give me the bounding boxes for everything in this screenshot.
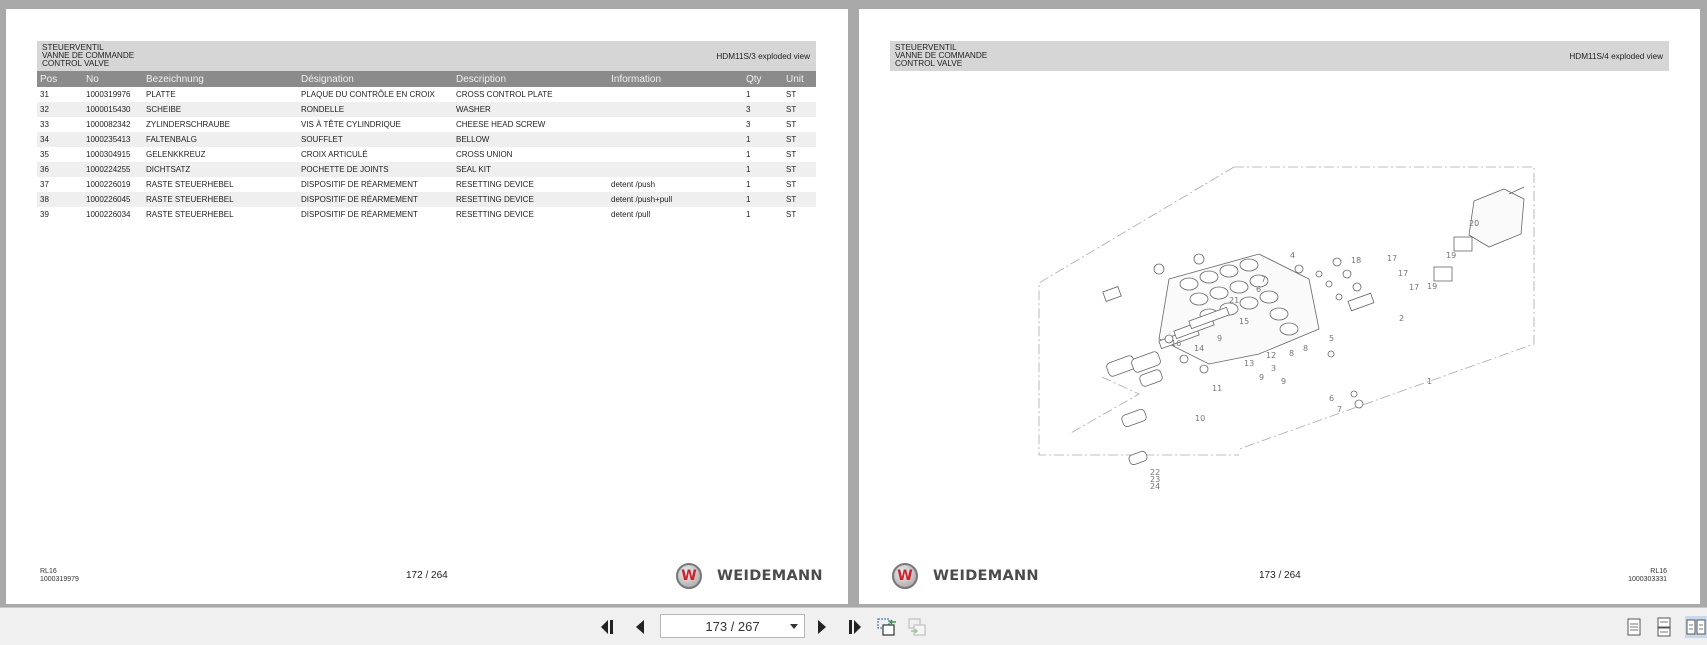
callout-3: 3 xyxy=(1271,364,1277,373)
callout-12: 12 xyxy=(1266,351,1277,360)
continuous-scroll-icon xyxy=(1656,617,1672,637)
cell-des: PLAQUE DU CONTRÔLE EN CROIX xyxy=(301,90,435,99)
col-description: Description xyxy=(453,71,608,87)
model-label: RL16 xyxy=(1650,568,1667,575)
cell-bez: FALTENBALG xyxy=(143,132,298,147)
chevron-down-icon[interactable] xyxy=(790,624,798,629)
weidemann-logo-icon: W xyxy=(676,563,702,589)
callout-4: 4 xyxy=(1290,251,1296,260)
cell-des: CROIX ARTICULÉ xyxy=(301,150,368,159)
doc-number: 1000303331 xyxy=(1628,576,1667,583)
cell-no: 1000226019 xyxy=(86,180,131,189)
title-en: CONTROL VALVE xyxy=(42,59,110,68)
cell-pos: 32 xyxy=(37,102,83,117)
table-row xyxy=(37,207,816,222)
cell-desc: CROSS CONTROL PLATE xyxy=(456,90,553,99)
callout-9b: 9 xyxy=(1259,373,1265,382)
cell-no: 1000226034 xyxy=(86,210,131,219)
callout-10: 10 xyxy=(1195,414,1206,423)
callout-19: 19 xyxy=(1446,251,1457,260)
callout-5: 5 xyxy=(1329,334,1335,343)
cell-desc: RESETTING DEVICE xyxy=(453,192,608,207)
weidemann-logo-icon: W xyxy=(892,563,918,589)
cell-pos: 39 xyxy=(40,210,49,219)
page-number-field[interactable] xyxy=(660,614,805,638)
page-172 xyxy=(6,9,848,604)
previous-page-button[interactable] xyxy=(629,617,651,637)
cell-unit: ST xyxy=(786,120,797,129)
cell-des: DISPOSITIF DE RÉARMEMENT xyxy=(301,180,418,189)
single-page-icon xyxy=(1626,618,1642,636)
document-id xyxy=(1628,568,1667,584)
weidemann-logo xyxy=(676,563,823,589)
cell-unit: ST xyxy=(786,180,797,189)
cell-bez: PLATTE xyxy=(146,90,176,99)
callout-11: 11 xyxy=(1212,384,1223,393)
facing-pages-view-button[interactable] xyxy=(1685,616,1707,638)
cell-bez: DICHTSATZ xyxy=(143,162,298,177)
table-row xyxy=(37,117,816,132)
cell-des: RONDELLE xyxy=(298,102,453,117)
page-header xyxy=(890,41,1669,71)
cell-bez: RASTE STEUERHEBEL xyxy=(146,180,234,189)
cell-desc: RESETTING DEVICE xyxy=(456,210,534,219)
cell-unit: ST xyxy=(786,150,797,159)
callout-13: 13 xyxy=(1244,359,1255,368)
cell-qty: 1 xyxy=(743,162,783,177)
cell-info xyxy=(608,132,743,147)
title-fr: VANNE DE COMMANDE xyxy=(895,51,988,60)
cell-qty: 3 xyxy=(746,120,751,129)
callout-22: 22 xyxy=(1150,468,1161,477)
cell-pos: 31 xyxy=(40,90,49,99)
callout-7: 7 xyxy=(1261,275,1267,284)
callout-19b: 19 xyxy=(1427,282,1438,291)
cell-bez: ZYLINDERSCHRAUBE xyxy=(146,120,231,129)
callout-6: 6 xyxy=(1256,285,1262,294)
cell-no: 1000224255 xyxy=(83,162,143,177)
page-173 xyxy=(859,9,1700,604)
cell-pos: 36 xyxy=(37,162,83,177)
cell-qty: 1 xyxy=(746,210,751,219)
cell-no: 1000319976 xyxy=(86,90,131,99)
table-row xyxy=(37,192,816,207)
table-row xyxy=(37,177,816,192)
cell-des: VIS À TÊTE CYLINDRIQUE xyxy=(301,120,401,129)
first-page-icon xyxy=(600,619,618,635)
model-label: RL16 xyxy=(40,568,57,575)
cell-info: detent /push xyxy=(611,180,656,189)
next-view-button[interactable] xyxy=(907,617,929,637)
prev-page-icon xyxy=(634,619,646,635)
cell-des: DISPOSITIF DE RÉARMEMENT xyxy=(298,192,453,207)
navigation-toolbar xyxy=(0,607,1707,645)
title-de: STEUERVENTIL xyxy=(42,43,104,52)
callout-9c: 9 xyxy=(1281,377,1287,386)
cell-unit: ST xyxy=(783,132,816,147)
cell-desc: BELLOW xyxy=(453,132,608,147)
cell-qty: 1 xyxy=(746,180,751,189)
callout-8b: 8 xyxy=(1303,344,1309,353)
page-number-value: 173 / 267 xyxy=(705,618,760,634)
cell-no: 1000235413 xyxy=(83,132,143,147)
col-pos: Pos xyxy=(37,71,83,87)
title-fr: VANNE DE COMMANDE xyxy=(42,51,135,60)
cell-info xyxy=(608,162,743,177)
cell-qty: 3 xyxy=(743,102,783,117)
cell-bez: SCHEIBE xyxy=(143,102,298,117)
callout-8: 8 xyxy=(1289,349,1295,358)
callout-24: 24 xyxy=(1150,482,1161,491)
cell-info xyxy=(608,117,743,132)
col-information: Information xyxy=(608,71,743,87)
cell-desc: CHEESE HEAD SCREW xyxy=(456,120,546,129)
next-view-icon xyxy=(907,617,929,637)
cell-no: 1000082342 xyxy=(86,120,131,129)
callout-9: 9 xyxy=(1217,334,1223,343)
cell-des: POCHETTE DE JOINTS xyxy=(298,162,453,177)
cell-no: 1000304915 xyxy=(86,150,131,159)
callout-15: 15 xyxy=(1239,317,1250,326)
cell-info xyxy=(608,87,743,102)
single-page-view-button[interactable] xyxy=(1623,616,1645,638)
col-designation: Désignation xyxy=(298,71,453,87)
callout-17: 17 xyxy=(1387,254,1398,263)
col-unit: Unit xyxy=(783,71,816,87)
first-page-button[interactable] xyxy=(598,617,620,637)
last-page-icon xyxy=(844,619,862,635)
previous-view-button[interactable] xyxy=(876,617,898,637)
cell-bez: RASTE STEUERHEBEL xyxy=(146,210,234,219)
cell-unit: ST xyxy=(786,210,797,219)
cell-info: detent /pull xyxy=(611,210,651,219)
view-label: HDM11S/3 exploded view xyxy=(716,52,810,61)
cell-bez: RASTE STEUERHEBEL xyxy=(143,192,298,207)
document-id xyxy=(40,568,79,584)
cell-qty: 1 xyxy=(746,90,751,99)
page-header xyxy=(37,41,816,71)
callout-17b: 17 xyxy=(1398,269,1409,278)
callout-20: 20 xyxy=(1469,219,1480,228)
table-row xyxy=(37,147,816,162)
cell-unit: ST xyxy=(783,102,816,117)
table-row xyxy=(37,162,816,177)
brand-wordmark: WEIDEMANN xyxy=(933,568,1039,584)
previous-view-icon xyxy=(876,617,898,637)
cell-info: detent /push+pull xyxy=(608,192,743,207)
cell-pos: 34 xyxy=(37,132,83,147)
control-valve-drawing xyxy=(1009,159,1569,499)
facing-pages-icon xyxy=(1686,618,1706,636)
brand-wordmark: WEIDEMANN xyxy=(717,568,823,584)
cell-qty: 1 xyxy=(746,150,751,159)
cell-bez: GELENKKREUZ xyxy=(146,150,206,159)
cell-info xyxy=(608,147,743,162)
cell-pos: 35 xyxy=(40,150,49,159)
cell-no: 1000226045 xyxy=(83,192,143,207)
table-header-row xyxy=(37,71,816,87)
cell-pos: 33 xyxy=(40,120,49,129)
cell-qty: 1 xyxy=(743,192,783,207)
cell-desc: CROSS UNION xyxy=(456,150,513,159)
callout-17c: 17 xyxy=(1409,283,1420,292)
callout-16: 16 xyxy=(1171,339,1182,348)
col-no: No xyxy=(83,71,143,87)
doc-number: 1000319979 xyxy=(40,576,79,583)
callout-23: 23 xyxy=(1150,475,1161,484)
callout-7b: 7 xyxy=(1337,405,1343,414)
callout-21: 21 xyxy=(1229,296,1240,305)
page-number: 173 / 264 xyxy=(1259,570,1301,581)
table-row xyxy=(37,102,816,117)
view-label: HDM11S/4 exploded view xyxy=(1569,52,1663,61)
table-row xyxy=(37,132,816,147)
cell-unit: ST xyxy=(786,90,797,99)
callout-14: 14 xyxy=(1194,344,1205,353)
cell-des: DISPOSITIF DE RÉARMEMENT xyxy=(301,210,418,219)
callout-6b: 6 xyxy=(1329,394,1335,403)
page-number: 172 / 264 xyxy=(406,570,448,581)
next-page-button[interactable] xyxy=(811,617,833,637)
cell-des: SOUFFLET xyxy=(298,132,453,147)
continuous-view-button[interactable] xyxy=(1653,616,1675,638)
cell-pos: 37 xyxy=(40,180,49,189)
callout-2: 2 xyxy=(1399,314,1405,323)
cell-info xyxy=(608,102,743,117)
last-page-button[interactable] xyxy=(842,617,864,637)
cell-unit: ST xyxy=(783,192,816,207)
cell-desc: RESETTING DEVICE xyxy=(456,180,534,189)
col-bezeichnung: Bezeichnung xyxy=(143,71,298,87)
cell-desc: WASHER xyxy=(453,102,608,117)
cell-desc: SEAL KIT xyxy=(453,162,608,177)
title-en: CONTROL VALVE xyxy=(895,59,963,68)
next-page-icon xyxy=(816,619,828,635)
cell-unit: ST xyxy=(783,162,816,177)
callout-18: 18 xyxy=(1351,256,1362,265)
cell-pos: 38 xyxy=(37,192,83,207)
table-row xyxy=(37,87,816,102)
col-qty: Qty xyxy=(743,71,783,87)
cell-no: 1000015430 xyxy=(83,102,143,117)
exploded-view-diagram xyxy=(1009,159,1569,499)
weidemann-logo xyxy=(892,563,1039,589)
cell-qty: 1 xyxy=(743,132,783,147)
title-de: STEUERVENTIL xyxy=(895,43,957,52)
parts-table xyxy=(37,71,816,222)
callout-1: 1 xyxy=(1427,377,1433,386)
